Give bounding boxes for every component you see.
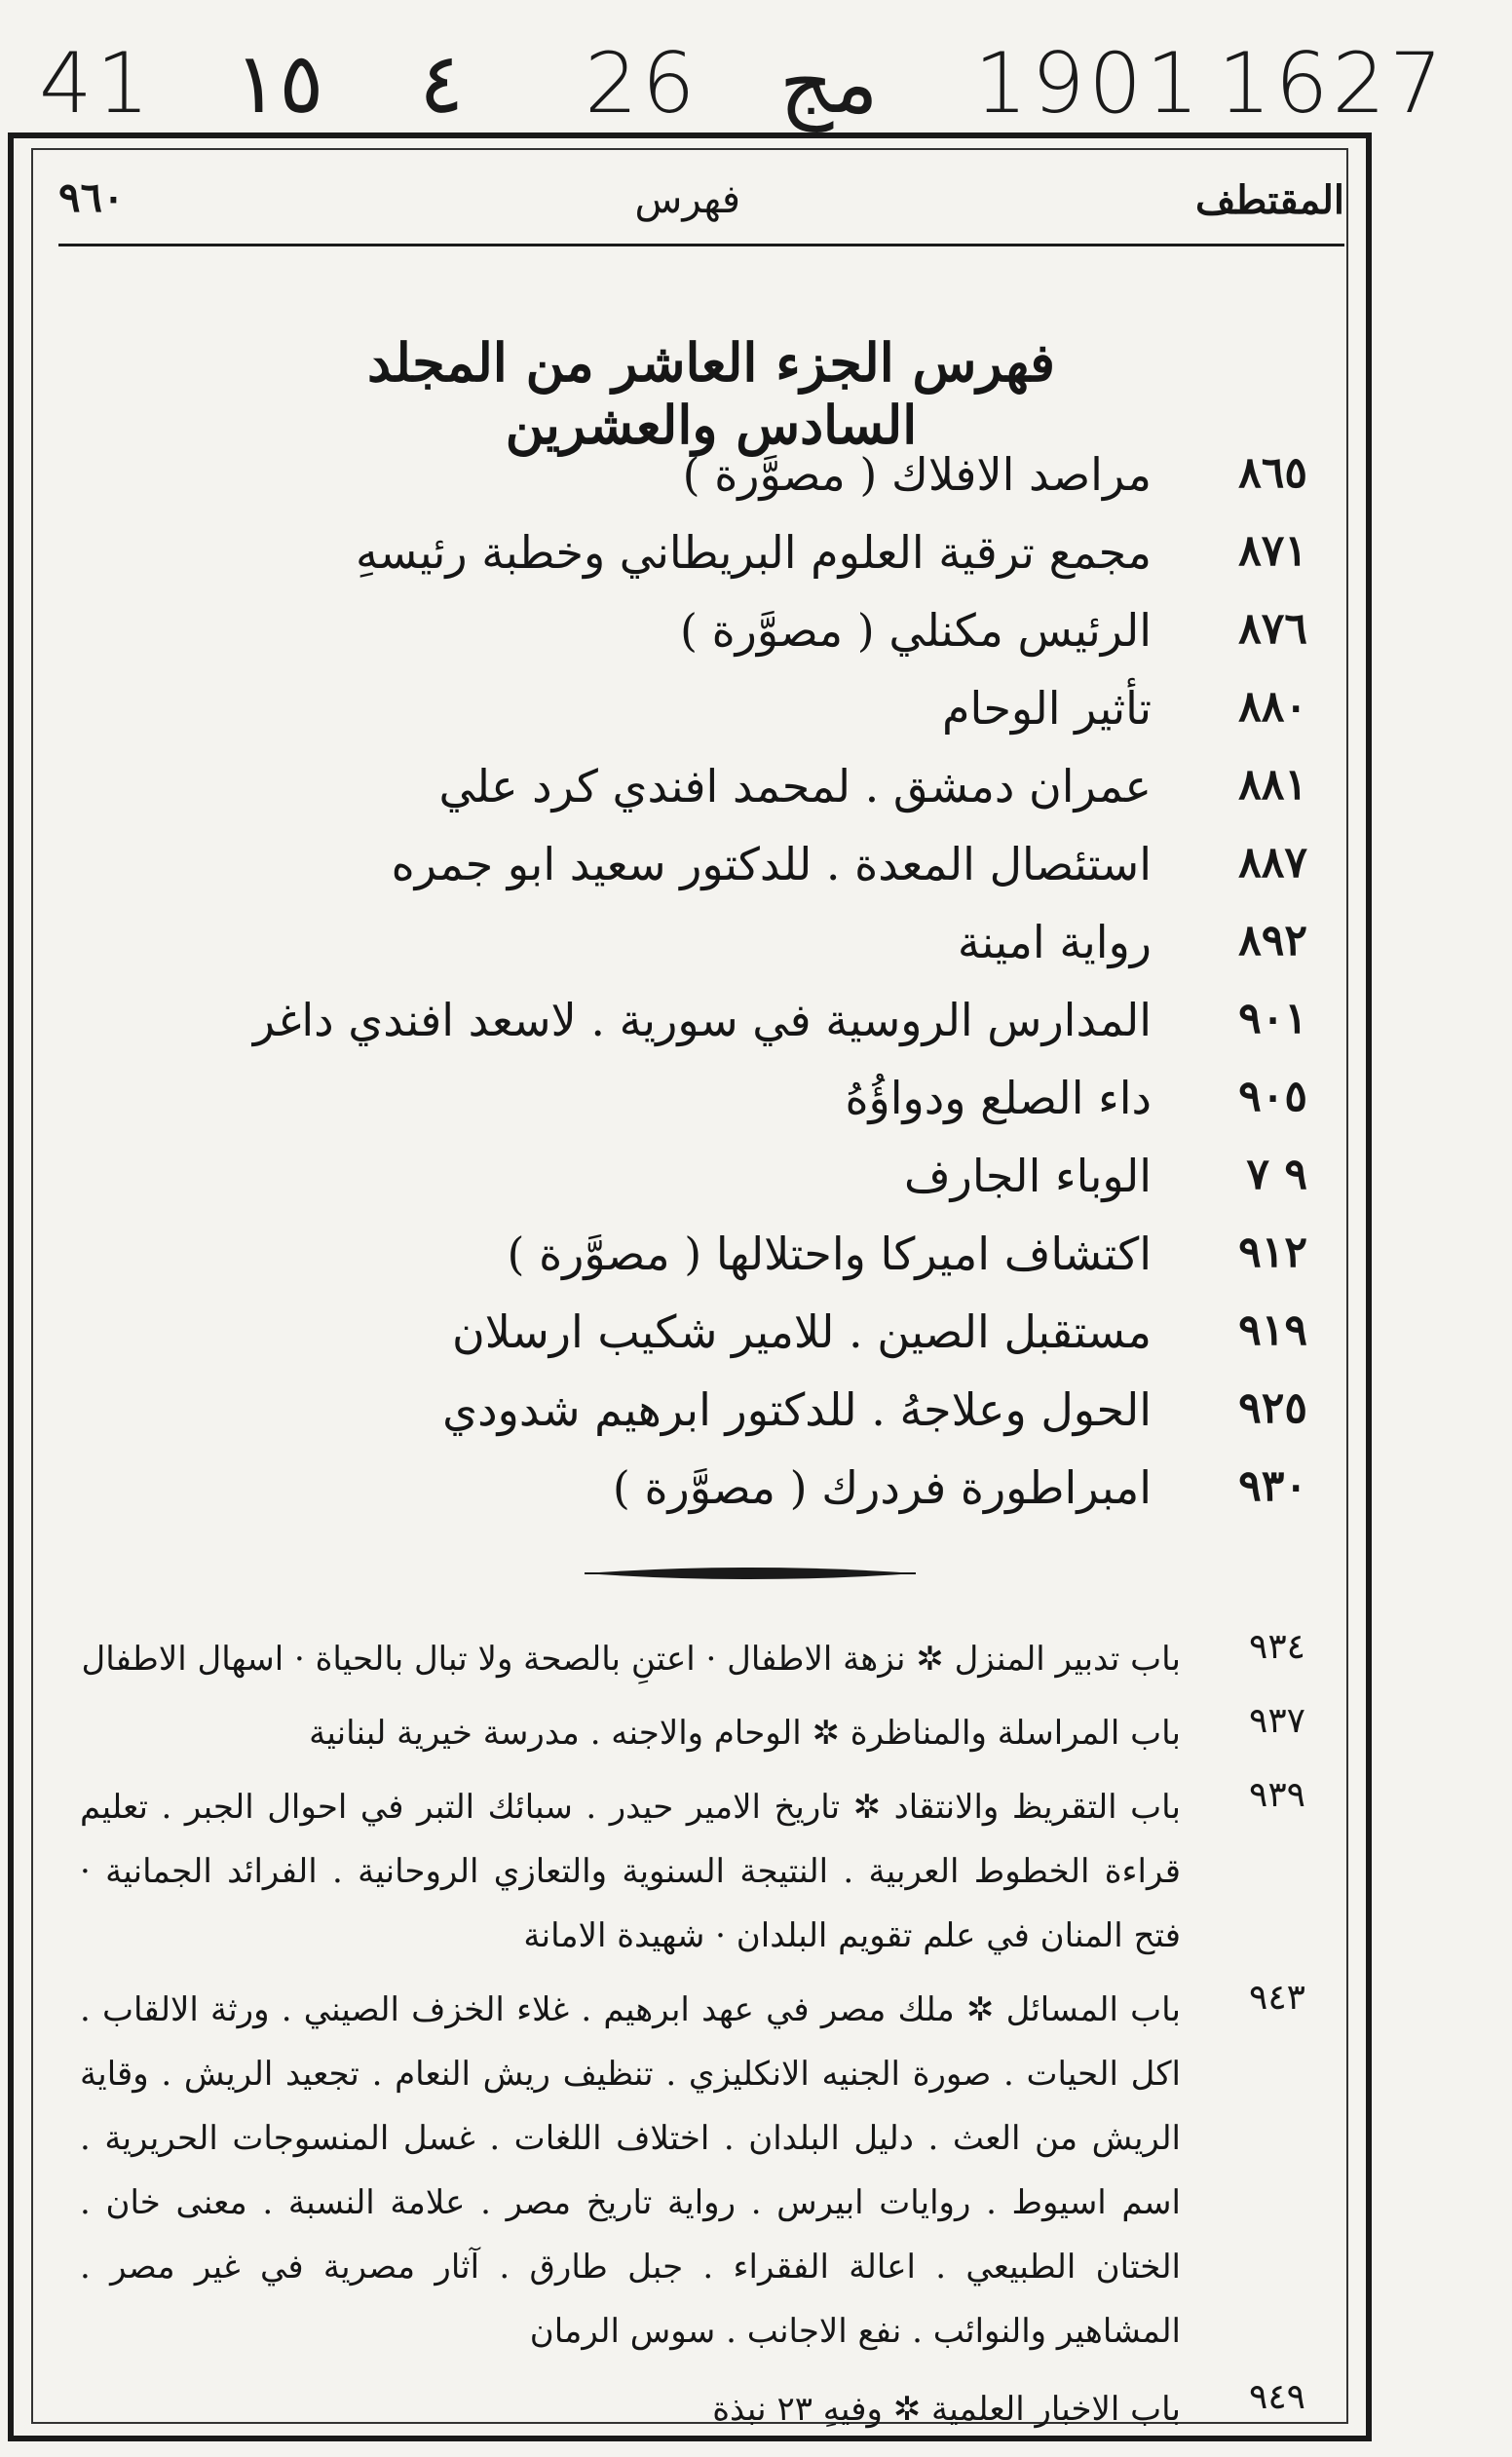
handwritten-catalog-marks bbox=[39, 18, 1471, 132]
entry-title: مجمع ترقية العلوم البريطاني وخطبة رئيسهِ bbox=[356, 526, 1152, 579]
entry-title: الوباء الجارف bbox=[903, 1150, 1152, 1202]
toc-entry[interactable] bbox=[0, 1150, 1512, 1228]
running-header bbox=[58, 166, 1344, 246]
header-section: فهرس bbox=[634, 177, 740, 222]
section-entry[interactable] bbox=[0, 1701, 1512, 1775]
toc-entry[interactable] bbox=[0, 526, 1512, 604]
department-sections bbox=[0, 1627, 1512, 2445]
entry-title: المدارس الروسية في سورية . لاسعد افندي داغر bbox=[252, 994, 1152, 1046]
handwritten-mark: ١٥ bbox=[234, 35, 324, 132]
entry-title: اكتشاف اميركا واحتلالها ( مصوَّرة ) bbox=[507, 1228, 1152, 1280]
entry-title: مستقبل الصين . للامير شكيب ارسلان bbox=[452, 1305, 1152, 1358]
section-text: باب الاخبار العلمية ✲ وفيهِ ٢٣ نبذة bbox=[712, 2390, 1181, 2429]
entry-page: ٩٣٠ bbox=[1238, 1461, 1307, 1511]
section-text: باب تدبير المنزل ✲ نزهة الاطفال · اعتنِ بالصحة ولا تبال بالحياة · اسهال الاطفال bbox=[81, 1640, 1181, 1679]
toc-entry[interactable] bbox=[0, 1305, 1512, 1383]
toc-entry[interactable] bbox=[0, 682, 1512, 760]
section-page: ٩٣٩ bbox=[1248, 1775, 1305, 1815]
toc-entry[interactable] bbox=[0, 760, 1512, 838]
section-entry[interactable] bbox=[0, 2377, 1512, 2445]
section-page: ٩٤٣ bbox=[1248, 1978, 1305, 2018]
section-entry[interactable] bbox=[0, 1627, 1512, 1701]
section-text: باب المراسلة والمناظرة ✲ الوحام والاجنه . مدرسة خيرية لبنانية bbox=[309, 1714, 1181, 1753]
entry-title: داء الصلع ودواؤُهُ bbox=[845, 1072, 1152, 1124]
handwritten-mark: ٤ bbox=[419, 35, 465, 132]
handwritten-mark: 1901 bbox=[974, 35, 1203, 132]
toc-entry[interactable] bbox=[0, 1461, 1512, 1539]
entry-title: تأثير الوحام bbox=[942, 682, 1152, 735]
entry-page: ٩٠١ bbox=[1238, 994, 1307, 1043]
toc-entry[interactable] bbox=[0, 838, 1512, 916]
toc-entry[interactable] bbox=[0, 994, 1512, 1072]
section-page: ٩٤٩ bbox=[1248, 2377, 1305, 2417]
toc-entry[interactable] bbox=[0, 1228, 1512, 1305]
toc-entry[interactable] bbox=[0, 1072, 1512, 1150]
entry-title: الرئيس مكنلي ( مصوَّرة ) bbox=[680, 604, 1152, 657]
section-entry[interactable] bbox=[0, 1775, 1512, 1978]
section-page: ٩٣٤ bbox=[1248, 1627, 1305, 1667]
ornament-divider bbox=[585, 1564, 916, 1583]
section-text: باب التقريظ والانتقاد ✲ تاريخ الامير حيدر . سبائك التبر في احوال الجبر . تعليم قراءة الخطوط العربية . النتيجة السنوية والتعازي الروحانية . الفرائد الجمانية · فتح المنان في علم تقويم البلدان · شهيدة الامانة bbox=[80, 1788, 1181, 1955]
entry-page: ٨٩٢ bbox=[1238, 916, 1307, 965]
entry-page: ٨٨١ bbox=[1238, 760, 1307, 810]
entry-title: استئصال المعدة . للدكتور سعيد ابو جمره bbox=[391, 838, 1152, 890]
entry-page: ٩٢٥ bbox=[1238, 1383, 1307, 1433]
journal-name: المقتطف bbox=[1195, 177, 1344, 223]
entry-page: ٨٨٧ bbox=[1238, 838, 1307, 888]
section-text: باب المسائل ✲ ملك مصر في عهد ابرهيم . غلاء الخزف الصيني . ورثة الالقاب . اكل الحيات . صورة الجنيه الانكليزي . تنظيف ريش النعام . تجعيد الريش . وقاية الريش من العث . دليل البلدان . اختلاف اللغات . غسل المنسوجات الحريرية . اسم اسيوط . روايات ابيرس . رواية تاريخ مصر . علامة النسبة . معنى خان . الختان الطبيعي . اعالة الفقراء . جبل طارق . آثار مصرية في غير مصر . المشاهير والنوائب . نفع الاجانب . سوس الرمان bbox=[80, 1990, 1181, 2351]
handwritten-mark: مج bbox=[779, 35, 879, 132]
entry-page: ٨٧١ bbox=[1238, 526, 1307, 576]
handwritten-mark: 26 bbox=[585, 35, 699, 132]
section-entry[interactable] bbox=[0, 1978, 1512, 2377]
entry-title: الحول وعلاجهُ . للدكتور ابرهيم شدودي bbox=[442, 1383, 1152, 1436]
entry-page: ٨٦٥ bbox=[1238, 448, 1307, 498]
section-page: ٩٣٧ bbox=[1248, 1701, 1305, 1741]
entry-page: ٩١٢ bbox=[1238, 1228, 1307, 1277]
table-of-contents bbox=[0, 448, 1512, 1539]
page-title: فهرس الجزء العاشر من المجلد السادس والعشرين bbox=[367, 331, 1055, 456]
page-number: ٩٦٠ bbox=[58, 173, 125, 221]
toc-entry[interactable] bbox=[0, 448, 1512, 526]
toc-entry[interactable] bbox=[0, 916, 1512, 994]
entry-page: ٨٧٦ bbox=[1238, 604, 1307, 654]
entry-title: امبراطورة فردرك ( مصوَّرة ) bbox=[612, 1461, 1152, 1514]
entry-title: رواية امينة bbox=[957, 916, 1152, 968]
handwritten-mark: 1627 bbox=[1218, 35, 1447, 132]
entry-page: ٩١٩ bbox=[1238, 1305, 1307, 1355]
entry-page: ٨٨٠ bbox=[1238, 682, 1307, 732]
entry-title: عمران دمشق . لمحمد افندي كرد علي bbox=[438, 760, 1152, 813]
entry-page: ٩ ٧ bbox=[1246, 1150, 1307, 1199]
entry-page: ٩٠٥ bbox=[1238, 1072, 1307, 1121]
toc-entry[interactable] bbox=[0, 604, 1512, 682]
handwritten-mark: 41 bbox=[39, 35, 154, 132]
entry-title: مراصد الافلاك ( مصوَّرة ) bbox=[682, 448, 1152, 501]
toc-entry[interactable] bbox=[0, 1383, 1512, 1461]
